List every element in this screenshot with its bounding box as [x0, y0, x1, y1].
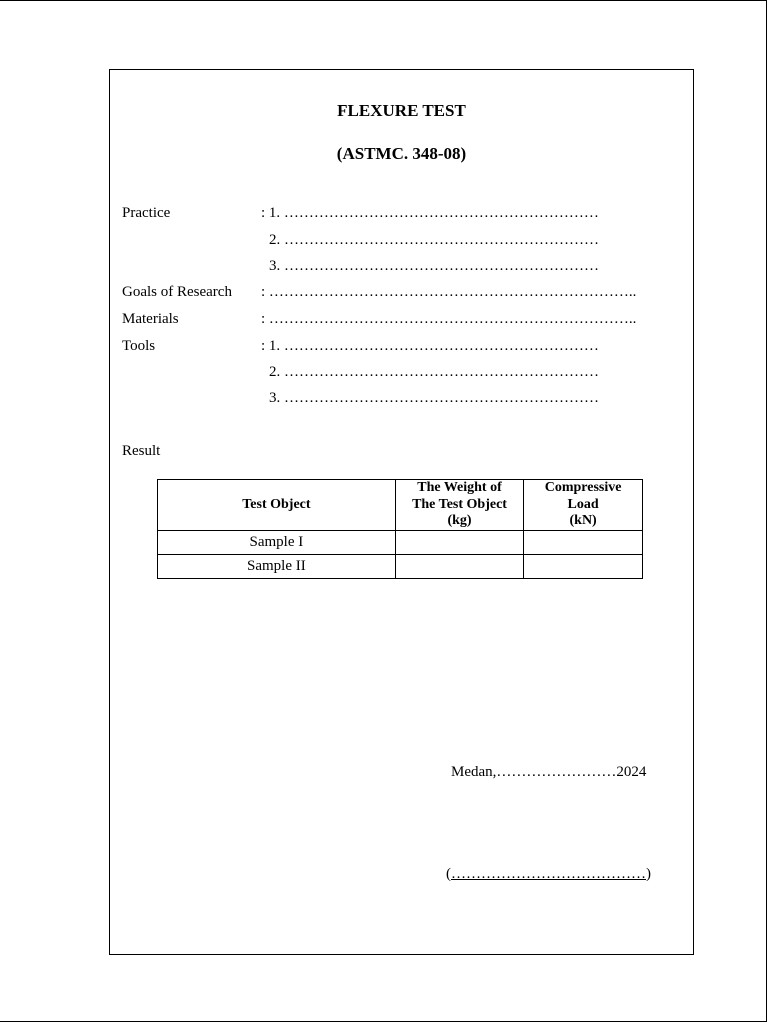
tools-line-2: 2. ………………………………………………………	[269, 364, 599, 380]
goals-value: : ………………………………………………………………..	[261, 284, 637, 300]
header-compressive-load	[524, 480, 643, 531]
header-weight-unit: (kg)	[447, 513, 472, 529]
cell-sample-name: Sample II	[158, 555, 396, 579]
cell-weight	[395, 555, 523, 579]
tools-line-1: : 1. ………………………………………………………	[261, 338, 599, 354]
header-load-unit: (kN)	[569, 513, 597, 529]
header-weight-line-1: The Weight of	[417, 480, 502, 496]
signature-blank: …………………………………	[451, 866, 646, 882]
table-row	[158, 531, 643, 555]
result-table	[157, 479, 643, 579]
result-label: Result	[122, 443, 161, 459]
document-subtitle: (ASTMC. 348-08)	[336, 144, 467, 163]
practice-line-3: 3. ………………………………………………………	[269, 258, 599, 274]
cell-load	[524, 531, 643, 555]
goals-label: Goals of Research	[122, 284, 232, 300]
document-title: FLEXURE TEST	[337, 101, 466, 120]
cell-load	[524, 555, 643, 579]
tools-line-3: 3. ………………………………………………………	[269, 390, 599, 406]
header-load-line-2: Load	[567, 496, 599, 512]
signature-close-paren: )	[646, 866, 651, 882]
cell-sample-name: Sample I	[158, 531, 396, 555]
practice-line-1: : 1. ………………………………………………………	[261, 205, 599, 221]
header-weight-line-2: The Test Object	[412, 496, 507, 512]
practice-line-2: 2. ………………………………………………………	[269, 232, 599, 248]
signature-open-paren: (	[446, 866, 451, 882]
table-row	[158, 555, 643, 579]
materials-value: : ………………………………………………………………..	[261, 311, 637, 327]
cell-weight	[395, 531, 523, 555]
header-load-line-1: Compressive	[544, 480, 622, 496]
table-header-row	[158, 480, 643, 531]
header-test-object	[158, 480, 396, 531]
tools-label: Tools	[122, 338, 156, 354]
date-line: Medan,……………………2024	[451, 764, 647, 780]
practice-label: Practice	[122, 205, 171, 221]
signature-line	[446, 866, 651, 883]
header-test-object-text: Test Object	[242, 496, 311, 512]
materials-label: Materials	[122, 311, 179, 327]
header-weight	[395, 480, 523, 531]
